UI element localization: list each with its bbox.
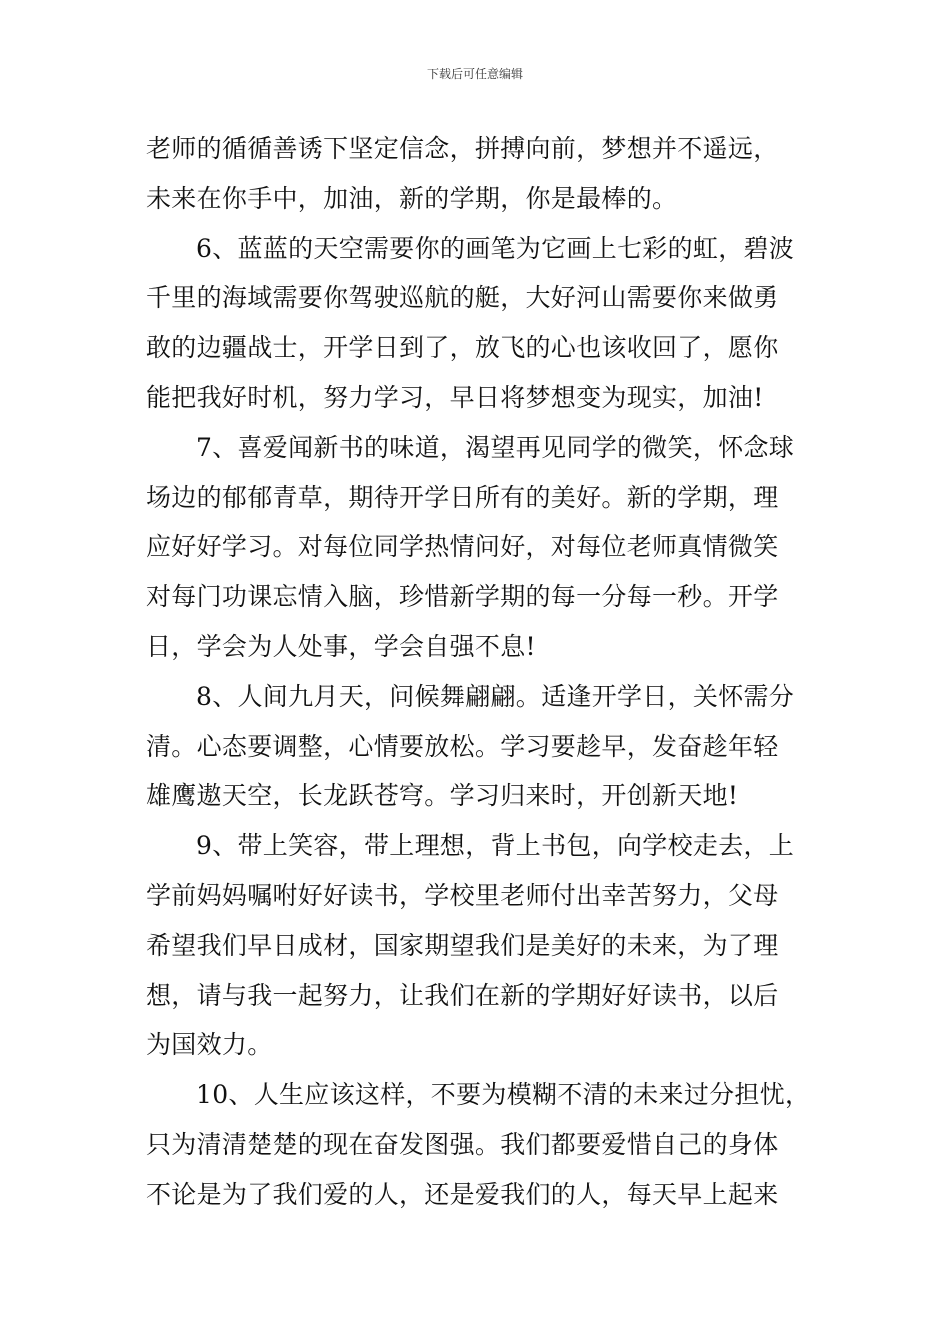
text-line: 敢的边疆战士，开学日到了，放飞的心也该收回了，愿你 [146,333,779,363]
text-line: 学前妈妈嘱咐好好读书，学校里老师付出幸苦努力，父母 [146,880,779,910]
text-line: 希望我们早日成材，国家期望我们是美好的未来，为了理 [146,930,779,960]
text-line: 为国效力。 [146,1030,273,1060]
text-line: 日，学会为人处事，学会自强不息! [146,631,536,661]
text-line: 应好好学习。对每位同学热情问好，对每位老师真情微笑 [146,532,779,562]
text-line: 清。心态要调整，心情要放松。学习要趁早，发奋趁年轻 [146,731,779,761]
paragraph-start-10: 10、人生应该这样，不要为模糊不清的未来过分担忧， [196,1080,811,1110]
paragraph-start-9: 9、带上笑容，带上理想，背上书包，向学校走去，上 [196,831,795,861]
body-text [146,124,826,1220]
text-line: 场边的郁郁青草，期待开学日所有的美好。新的学期，理 [146,482,779,512]
text-line: 只为清清楚楚的现在奋发图强。我们都要爱惜自己的身体 [146,1129,779,1159]
paragraph-start-7: 7、喜爱闻新书的味道，渴望再见同学的微笑，怀念球 [196,432,795,462]
text-line: 想，请与我一起努力，让我们在新的学期好好读书，以后 [146,980,779,1010]
text-line: 未来在你手中，加油，新的学期，你是最棒的。 [146,183,678,213]
paragraph-start-6: 6、蓝蓝的天空需要你的画笔为它画上七彩的虹，碧波 [196,233,795,263]
page-header: 下载后可任意编辑 [426,67,523,81]
text-line: 不论是为了我们爱的人，还是爱我们的人，每天早上起来 [146,1179,779,1209]
text-line: 老师的循循善诱下坚定信念，拼搏向前，梦想并不遥远， [146,134,779,163]
text-line: 对每门功课忘情入脑，珍惜新学期的每一分每一秒。开学 [146,582,779,612]
text-line: 能把我好时机，努力学习，早日将梦想变为现实，加油! [146,382,764,412]
text-line: 千里的海域需要你驾驶巡航的艇，大好河山需要你来做勇 [146,283,779,313]
text-line: 雄鹰遨天空，长龙跃苍穹。学习归来时，开创新天地! [146,781,739,811]
paragraph-start-8: 8、人间九月天，问候舞翩翩。适逢开学日，关怀需分 [196,681,795,711]
